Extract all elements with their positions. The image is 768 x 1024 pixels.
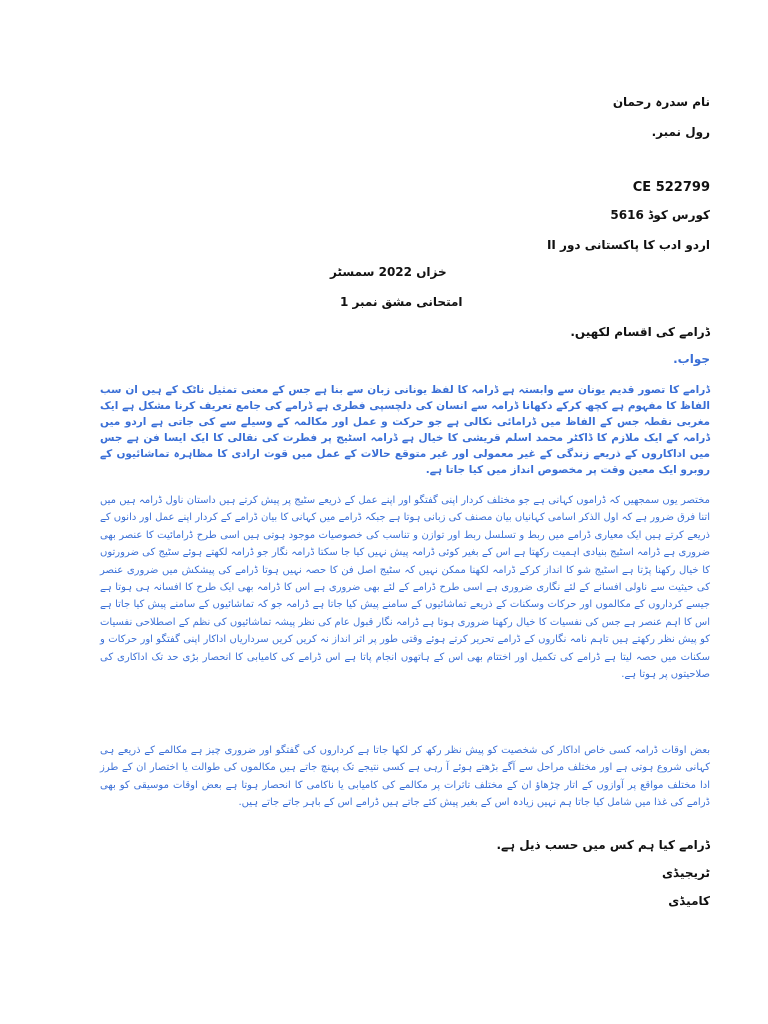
paragraph-1: ڈرامے کا تصور قدیم یونان سے وابستہ ہے ڈرامہ کا لفظ یونانی زبان سے بنا ہے جس کے معنی تمثیل ناٹک کے ہیں ان سب الفاظ کا مفہوم ہے کچھ کرکے دکھانا ڈرامہ سے انسان کی دلچسپی فطری ہے ڈرامے کی جامع تعریف کرنا مشکل ہے ایک مغربی نقطہ جس کے الفاظ میں ڈرامائی نکالی ہے جو حرکت و عمل اور مکالمہ کے وسیلے سے کی جاتی ہے اردو میں ڈرامہ کے ایک ملازم کا ڈاکٹر محمد اسلم قریشی کا خیال ہے ڈرامہ اسٹیج پر فطرت کی نقالی کا ایک ایسا فن ہے جس میں اداکاروں کے ذریعے زندگی کے غیر معمولی اور غیر متوقع حالات کے عمل میں قوت ارادی کا مظاہرہ تماشائیوں کے روبرو ایک معین وقت پر مخصوص انداز میں کیا جاتا ہے. <box>100 384 710 476</box>
student-name: نام سدرہ رحمان <box>612 95 710 109</box>
student-id: CE 522799 <box>632 180 710 195</box>
list-item-tragedy: ٹریجیڈی <box>662 866 710 880</box>
question: ڈرامے کی اقسام لکھیں. <box>570 325 710 339</box>
subheading: ڈرامے کیا ہم کس میں حسب ذیل ہے. <box>496 838 710 852</box>
list-item-comedy: کامیڈی <box>668 894 710 908</box>
paragraph-2: مختصر یوں سمجھیں کہ ڈراموں کہانی ہے جو مختلف کردار اپنی گفتگو اور اپنے عمل کے ذریعے سٹیج پر پیش کرتے ہیں داستان ناول ڈرامہ ہیں میں اتنا فرق ضرور ہے کہ اول الذکر اسامی کہانیاں بیان مصنف کی زبانی ہوتا ہے جبکہ ڈرامے میں کہانی کا بیان ڈرامے کے کردار اپنے عمل اور دانوں کے ذریعے کرتے ہیں ایک معیاری ڈرامے میں ربط و تسلسل ربط اور توازن و تناسب کی خصوصیات موجود ہوتی ہیں اسی طرح ڈرامائیت کا عنصر بھی ضروری ہے ڈرامہ اسٹیج بنیادی اہمیت رکھتا ہے اس کے بغیر کوئی ڈرامہ پیش نہیں کیا جا سکتا ڈرامہ نگار جو ڈرامہ لکھتے ہوئے سٹیج کی ضرورتوں کا خیال رکھنا پڑتا ہے اسٹیج شو کا انداز کرکے ڈرامہ لکھنا ممکن نہیں کہ سٹیج اصل فن کا حصہ نہیں ہوتا ڈرامے کی پیشکش میں ضروری عنصر کی حیثیت سے ناولی افسانے کے لئے نگاری ضروری ہے اسی طرح ڈرامے کے لئے بھی ضروری ہے اس کا ڈرامہ بھی ایک طرح کا افسانہ ہی ہوتا ہے جیسے کرداروں کے مکالموں اور حرکات وسکنات کے ذریعے تماشائیوں کے سامنے پیش کیا جاتا ہے ڈرامہ جو کہ تماشائیوں کے سامنے پیش کیا جاتا ہے اس کا اہم عنصر ہے جس کی نفسیات کا خیال رکھنا ضروری ہوتا ہے ڈرامہ نگار قبول عام کی نظر پیشہ تماشائیوں کی نظم کے اصطلاحی نفسیات کو پیش نظر رکھتے ہیں تاہم نامہ نگاروں کے ڈرامے تحریر کرتے ہوئے وقتی طور پر اثر انداز نہ کریں کریں سرداریاں اداکار اپنی گفتگو اور حرکات و سکنات میں حصہ لیتا ہے ڈرامے کی تکمیل اور اختتام بھی اس کے ہاتھوں انجام پاتا ہے اس ڈرامے کی کامیابی کا انحصار بڑی حد تک اداکاری کی صلاحیتوں پر ہوتا ہے. <box>100 495 710 681</box>
roll-number: رول نمبر. <box>651 125 710 139</box>
course-code: کورس کوڈ 5616 <box>610 208 710 222</box>
answer-label: جواب. <box>673 352 710 366</box>
assignment-number: امتحانی مشق نمبر 1 <box>340 295 463 309</box>
paragraph-3: بعض اوقات ڈرامہ کسی خاص اداکار کی شخصیت کو پیش نظر رکھ کر لکھا جاتا ہے کرداروں کی گفتگو اور ضروری چیز ہے مکالمے کے ذریعے ہی کہانی شروع ہوتی ہے اور مختلف مراحل سے آگے بڑھتے ہوئے آ رہی ہے کسی نتیجے تک پہنچ جاتے ہیں مکالموں کی طوالت یا اختصار ان کے طرز ادا مختلف مواقع پر آوازوں کے اتار چڑھاؤ ان کے مختلف تاثرات پر مکالمے کی کامیابی یا ناکامی کا انحصار ہوتا ہے بعض اوقات موسیقی کو بھی ڈرامے کی غذا میں شامل کیا جاتا ہم نہیں زیادہ اس کے بغیر پیش کئے جاتے ہیں ڈرامے اس کے باہر جاتے جاتے ہیں. <box>100 745 710 809</box>
subject-title: اردو ادب کا پاکستانی دور II <box>546 238 710 252</box>
semester: خزاں 2022 سمسٹر <box>330 265 447 279</box>
